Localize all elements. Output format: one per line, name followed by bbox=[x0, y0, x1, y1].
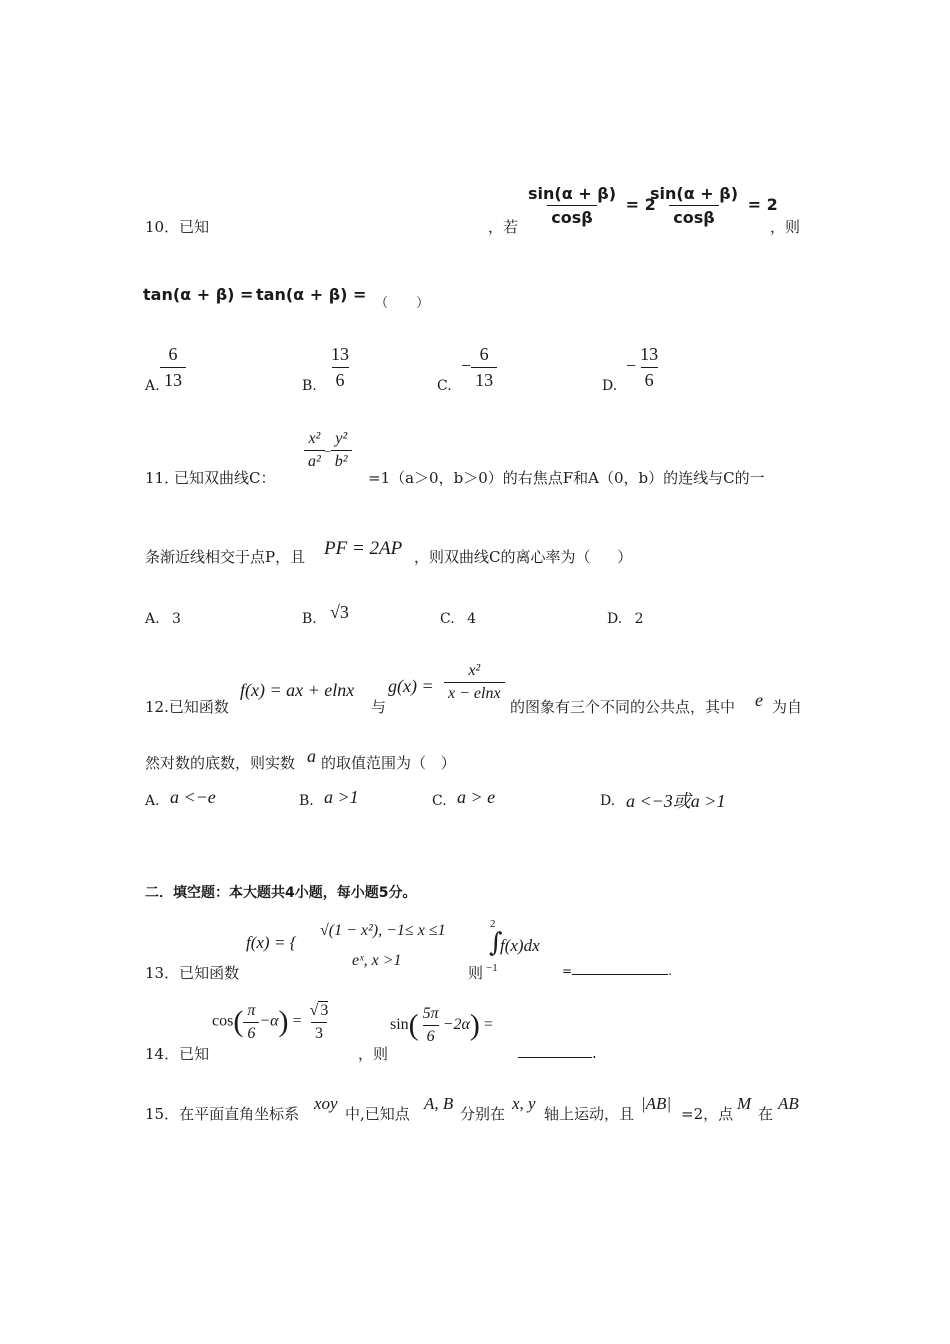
q14-cos-expression: cos( $\frac{\pi}{6}$ −α) = $\frac{√ 3}{3}$ bbox=[212, 1001, 329, 1042]
q10-ruo: ，若 bbox=[488, 218, 519, 236]
q15-p5: 在 bbox=[758, 1105, 774, 1123]
q13-answer: = . bbox=[562, 964, 672, 978]
equals-two: = 2 bbox=[747, 195, 778, 214]
q13-f-lhs: f(x) = { bbox=[246, 933, 297, 952]
q12-option-c-label: C. bbox=[432, 793, 447, 809]
q15-abs-ab: |AB| bbox=[641, 1094, 672, 1113]
q10-option-d-value: − $\frac{13}{6}$ bbox=[626, 344, 659, 390]
q11-line2-post: ，则双曲线C的离心率为（ ） bbox=[414, 548, 633, 566]
q15-p4: =2，点 bbox=[681, 1105, 734, 1123]
q13-number: 13．已知函数 bbox=[145, 964, 240, 982]
q10-option-b-value: $\frac{13}{6}$ bbox=[331, 344, 349, 390]
fraction-numerator: sin(α + β) bbox=[650, 184, 739, 203]
q12-line2-post: 的取值范围为（ ） bbox=[321, 754, 456, 772]
q13-integral-upper: 2 bbox=[490, 918, 496, 930]
q11-option-a: A. 3 bbox=[145, 611, 181, 627]
q10-option-c-value: − $\frac{6}{13}$ bbox=[461, 344, 497, 391]
q12-g-lhs: g(x) = bbox=[388, 676, 434, 696]
q10-option-d-label: D. bbox=[602, 378, 618, 394]
q12-option-a-value: a <−e bbox=[170, 787, 216, 807]
q13-integral-lower: −1 bbox=[486, 962, 498, 974]
integral-icon: ∫ bbox=[489, 928, 503, 958]
q12-option-d-label: D. bbox=[600, 793, 616, 809]
q10-condition-2 bbox=[646, 184, 778, 227]
q14-number: 14．已知 bbox=[145, 1045, 210, 1063]
q11-pre: 已知双曲线C： bbox=[174, 469, 276, 487]
q11-number: 11． bbox=[145, 469, 180, 487]
q12-e-symbol: e bbox=[755, 690, 763, 710]
q13-answer-blank[interactable] bbox=[572, 974, 668, 975]
q12-option-a-label: A. bbox=[145, 793, 160, 809]
q12-line2-pre: 然对数的底数，则实数 bbox=[145, 754, 296, 772]
q15-p3: 轴上运动，且 bbox=[544, 1105, 635, 1123]
q14-ze: ，则 bbox=[358, 1045, 389, 1063]
q12-yu: 与 bbox=[371, 698, 387, 716]
q15-p1: 中,已知点 bbox=[345, 1105, 410, 1123]
q14-answer: . bbox=[518, 1044, 597, 1062]
fraction-numerator: sin(α + β) bbox=[528, 184, 617, 203]
fraction-denominator: cosβ bbox=[669, 205, 718, 227]
q12-option-c-value: a > e bbox=[457, 787, 496, 807]
equals-two: = 2 bbox=[625, 195, 656, 214]
q11-line1-rest: =1（a＞0，b＞0）的右焦点F和A（0，b）的连线与C的一 bbox=[368, 469, 765, 487]
q13-ze: 则 bbox=[468, 964, 484, 982]
q10-answer-paren: （ ） bbox=[375, 296, 430, 311]
q13-case-2: eˣ, x >1 bbox=[352, 952, 402, 969]
q11-vector-equation: PF = 2AP bbox=[324, 538, 403, 559]
q15-m: M bbox=[737, 1094, 752, 1113]
q12-line1-rest: 的图象有三个不同的公共点，其中 bbox=[510, 698, 736, 716]
q10-option-b-label: B. bbox=[302, 378, 317, 394]
q12-option-b-value: a >1 bbox=[324, 787, 359, 807]
q12-option-b-label: B. bbox=[299, 793, 314, 809]
q15-ab: A, B bbox=[424, 1094, 454, 1113]
q15-ab-segment: AB bbox=[778, 1094, 799, 1113]
q15-p2: 分别在 bbox=[460, 1105, 506, 1123]
q15-number: 15．在平面直角坐标系 bbox=[145, 1105, 300, 1123]
q11-option-b-label: B. bbox=[302, 611, 317, 627]
fraction-denominator: cosβ bbox=[547, 205, 596, 227]
q10-number: 10．已知 bbox=[145, 218, 210, 236]
q15-xy: x, y bbox=[512, 1094, 536, 1113]
q13-case-1: √(1 − x²), −1≤ x ≤1 bbox=[320, 922, 446, 939]
q10-condition-1 bbox=[524, 184, 656, 227]
q14-sin-expression: sin( $\frac{5\pi}{6}$ −2α) = bbox=[390, 1005, 493, 1045]
q11-option-c: C. 4 bbox=[440, 611, 477, 627]
q10-option-c-label: C. bbox=[437, 378, 452, 394]
q10-option-a-value: $\frac{6}{13}$ bbox=[160, 344, 186, 391]
q14-answer-blank[interactable] bbox=[518, 1057, 592, 1058]
q11-option-d: D. 2 bbox=[607, 611, 644, 627]
q11-line2-pre: 条渐近线相交于点P，且 bbox=[145, 548, 306, 566]
q12-g-fraction: $\frac{\text{x²}}{x - elnx}$ bbox=[444, 662, 505, 703]
section-2-title: 二．填空题：本大题共4小题，每小题5分。 bbox=[145, 885, 417, 901]
q10-ze: ，则 bbox=[770, 218, 801, 236]
q15-xoy: xoy bbox=[314, 1094, 338, 1113]
q12-wei: 为自 bbox=[772, 698, 803, 716]
q12-number: 12.已知函数 bbox=[145, 698, 229, 716]
q11-option-b-value: √3 bbox=[330, 602, 349, 622]
q10-tan-expr-1: tan(α + β) = bbox=[143, 285, 254, 304]
q12-a-symbol: a bbox=[307, 746, 316, 766]
q13-integrand: f(x)dx bbox=[500, 936, 540, 955]
q12-f-expression: f(x) = ax + elnx bbox=[240, 680, 355, 700]
q12-option-d-value: a <−3或a >1 bbox=[626, 791, 726, 811]
q10-tan-expr-2: tan(α + β) = bbox=[256, 285, 367, 304]
q11-hyperbola-equation: $\frac{\text{x²}}{\text{a²}}$ – $\frac{\text{y²}}{\text{b²}}$ bbox=[304, 430, 352, 471]
q10-option-a-label: A. bbox=[145, 378, 160, 394]
